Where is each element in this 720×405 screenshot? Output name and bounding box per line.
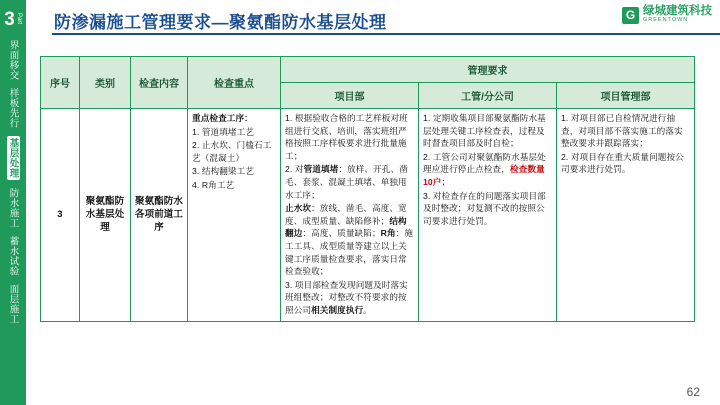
rail-item-sample-first[interactable]: 样板先行 [7, 88, 19, 128]
col-header-engineering-branch: 工管/分公司 [419, 83, 557, 109]
col-header-seq: 序号 [41, 57, 80, 109]
engineering-branch-item-1: 1. 定期收集项目部聚氨酯防水基层处理关键工序检查表，过程及时督查项目部及时自检； [423, 113, 546, 149]
col-header-check-focus: 检查重点 [188, 57, 281, 109]
rail-item-water-storage-test[interactable]: 蓄水试验 [7, 236, 19, 276]
check-focus-heading: 重点检查工序： [192, 113, 253, 123]
col-header-project-dept: 项目部 [281, 83, 419, 109]
requirements-table-wrapper [40, 56, 695, 322]
cell-project-dept [281, 109, 419, 322]
rail-part-number: 3 [4, 8, 15, 30]
cell-engineering-branch [419, 109, 557, 322]
page-number: 62 [686, 385, 700, 399]
project-dept-item-3: 止水坎：放线、凿毛、高度、宽度、成型质量、缺陷修补；结构翻边：高度、质量缺陷；R角：施工工具、成型质量等建立以上关键工序质量检查要求，落实日常检查验收； [285, 203, 414, 277]
requirements-table [40, 56, 695, 322]
project-dept-item-1: 1. 根据验收合格的工艺样板对班组进行交底、培训，落实班组严格按照工序样板要求进行批量施工； [285, 113, 408, 161]
check-focus-item-4: 4. R角工艺 [192, 179, 235, 190]
check-focus-item-2: 2. 止水坎、门槛石工艺（混凝土） [192, 140, 272, 163]
logo-name-en: GREENTOWN [643, 17, 689, 23]
cell-seq: 3 [41, 109, 80, 322]
project-dept-item-2: 2. 对管道填堵：放样、开孔、凿毛、套浆、混凝土填堵、单独甩水工序； [285, 164, 408, 200]
rail-item-surface-construction[interactable]: 面层施工 [7, 284, 19, 324]
project-management-item-1: 1. 对项目部已自检情况进行抽查，对项目部不落实施工的落实整改要求并跟踪落实； [561, 113, 683, 149]
col-header-check-content: 检查内容 [131, 57, 188, 109]
cell-project-management-dept [557, 109, 695, 322]
col-header-category: 类别 [80, 57, 131, 109]
rail-item-waterproof-construction[interactable]: 防水施工 [7, 188, 19, 228]
check-focus-item-1: 1. 管道填堵工艺 [192, 126, 255, 137]
rail-item-list [7, 40, 20, 324]
page-header [26, 0, 720, 36]
title-underline [52, 33, 720, 35]
table-header-row-1 [41, 57, 695, 83]
logo-name-cn: 绿城建筑科技 [643, 5, 712, 17]
cell-check-focus [188, 109, 281, 322]
check-focus-item-3: 3. 结构翻梁工艺 [192, 166, 255, 177]
cell-check-content: 聚氨酯防水各项前道工序 [131, 109, 188, 322]
engineering-branch-item-3: 3. 对检查存在的问题落实项目部及时整改；对复测不改的按照公司要求进行处罚。 [423, 190, 546, 226]
col-header-management-req: 管理要求 [281, 57, 695, 83]
col-header-project-management-dept: 项目管理部 [557, 83, 695, 109]
company-logo [622, 6, 712, 24]
engineering-branch-item-2: 2. 工管公司对聚氨酯防水基层处理应进行停止点检查，检查数量10户； [423, 151, 546, 187]
rail-part-indicator [0, 0, 26, 38]
rail-part-word: Part [15, 13, 22, 25]
page-title: 防渗漏施工管理要求—聚氨酯防水基层处理 [54, 13, 387, 32]
rail-item-interface-handover[interactable]: 界面移交 [7, 40, 19, 80]
section-rail [0, 0, 26, 405]
project-management-item-2: 2. 对项目存在重大质量问题按公司要求进行处罚。 [561, 151, 684, 175]
table-head [41, 57, 695, 109]
logo-mark-icon: G [622, 7, 639, 24]
table-body [41, 109, 695, 322]
project-dept-item-4: 3. 项目部检查发现问题及时落实班组整改；对整改不符要求的按照公司相关制度执行。 [285, 279, 408, 315]
cell-category: 聚氨酯防水基层处理 [80, 109, 131, 322]
rail-item-base-treatment[interactable]: 基层处理 [7, 138, 19, 178]
table-row [41, 109, 695, 322]
